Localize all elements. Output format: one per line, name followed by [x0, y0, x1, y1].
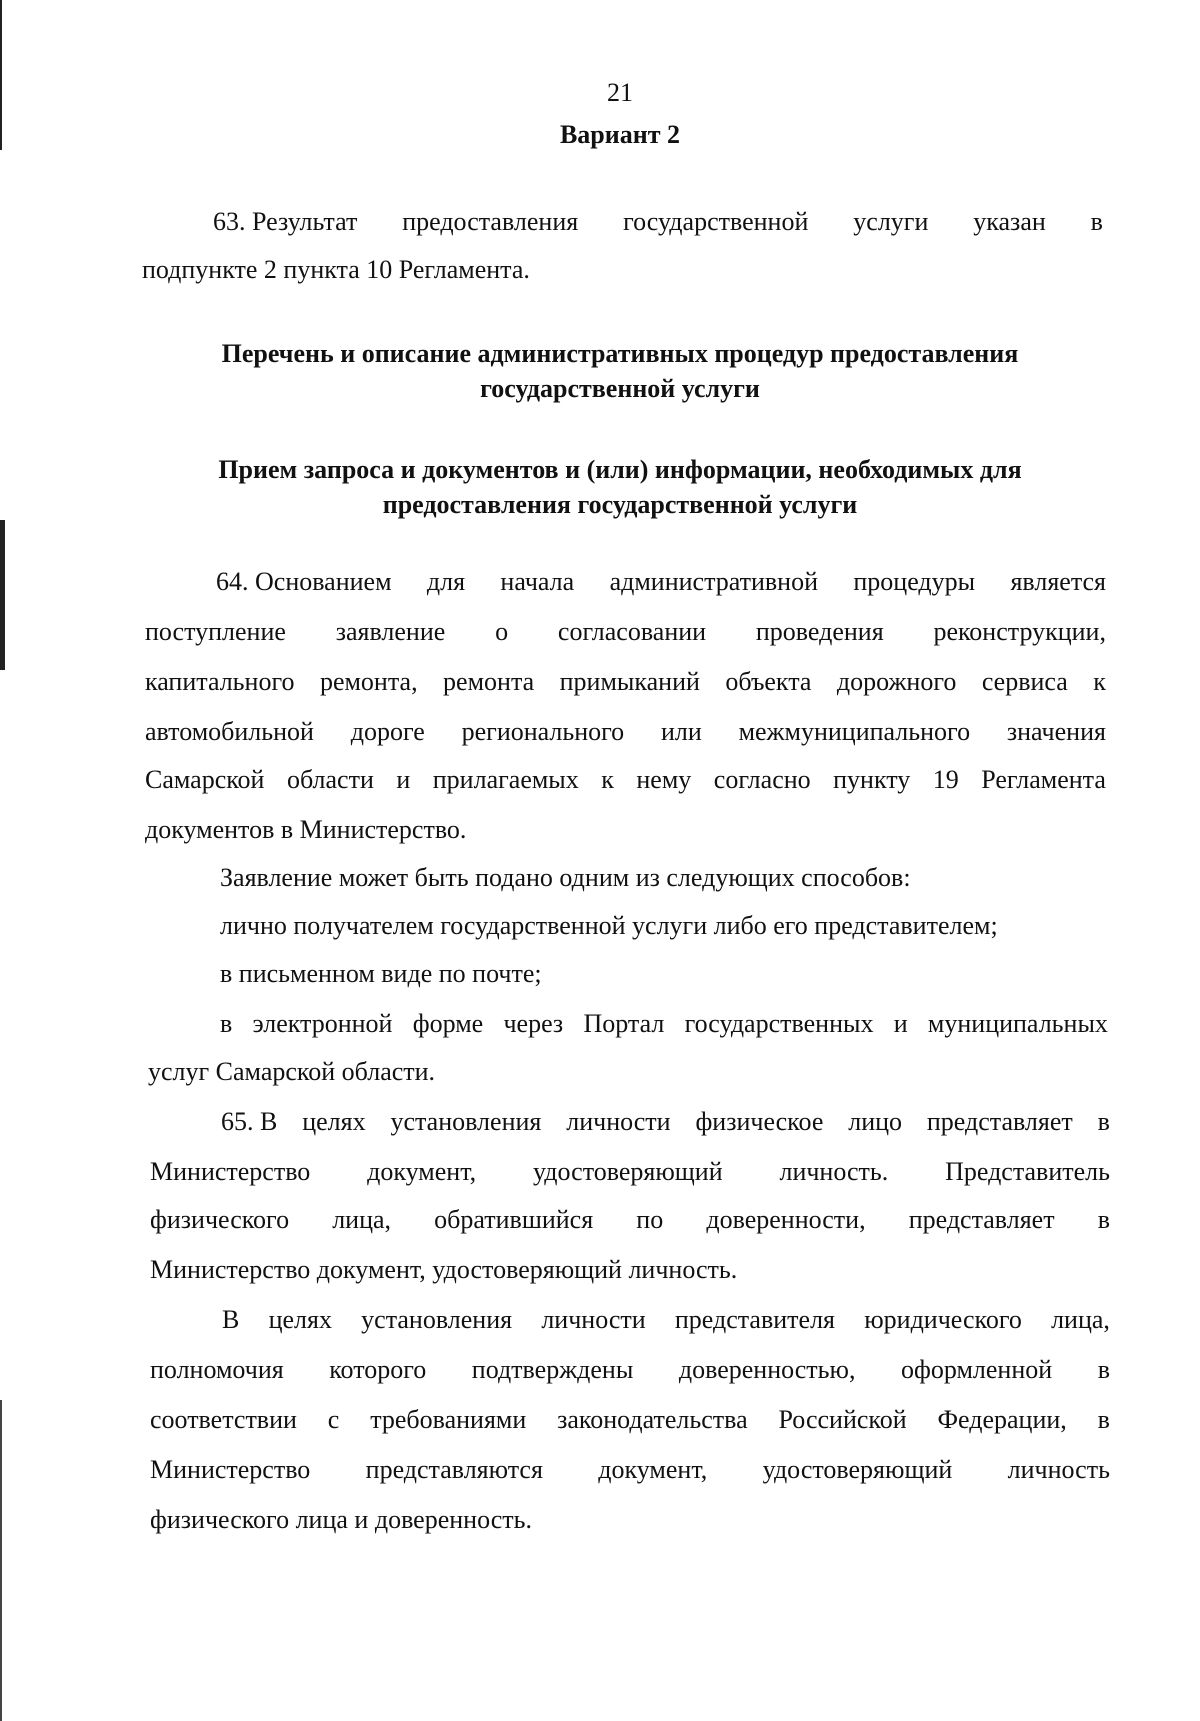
- word: лица,: [1051, 1305, 1110, 1334]
- word: Министерство: [150, 1157, 311, 1186]
- paragraph-65-line-4: Министерство документ, удостоверяющий личность.: [150, 1255, 738, 1284]
- paragraph-65-line-3: [150, 1204, 1110, 1236]
- word: оформленной: [900, 1355, 1053, 1384]
- word: согласно: [713, 765, 811, 794]
- word: целях: [302, 1107, 366, 1136]
- paragraph-65b-line-4: [150, 1454, 1110, 1486]
- word: дорожного: [836, 667, 957, 696]
- paragraph-65b-line-1: [222, 1304, 1110, 1336]
- word: автомобильной: [145, 717, 314, 746]
- word: Министерство: [150, 1455, 311, 1484]
- method-electronic-line-2: услуг Самарской области.: [148, 1057, 436, 1086]
- scan-edge-artifact: [0, 1400, 2, 1721]
- word: Представитель: [945, 1157, 1110, 1186]
- word: к: [601, 765, 614, 794]
- paragraph-65-line-1: [221, 1106, 1110, 1138]
- word: ремонта: [443, 667, 535, 696]
- word: представляет: [926, 1107, 1073, 1136]
- paragraph-64-line-5: [145, 764, 1106, 796]
- word: юридического: [864, 1305, 1022, 1334]
- word: в: [1097, 1205, 1110, 1234]
- word: 19: [932, 765, 959, 794]
- word: 64. Основанием: [216, 567, 392, 596]
- word: удостоверяющий: [762, 1455, 953, 1484]
- word: личность: [1007, 1455, 1110, 1484]
- word: дороге: [350, 717, 425, 746]
- word: административной: [609, 567, 818, 596]
- method-in-person: лично получателем государственной услуги либо его представителем;: [220, 911, 998, 940]
- word: личность.: [779, 1157, 889, 1186]
- paragraph-63-line-2: подпункте 2 пункта 10 Регламента.: [142, 255, 530, 284]
- word: лица,: [332, 1205, 392, 1234]
- word: государственных: [684, 1009, 874, 1038]
- word: области: [286, 765, 374, 794]
- word: является: [1010, 567, 1106, 596]
- word: поступление: [145, 617, 286, 646]
- page-number: 21: [607, 78, 633, 107]
- paragraph-64-line-2: [145, 616, 1106, 648]
- word: Портал: [583, 1009, 665, 1038]
- word: документ,: [367, 1157, 477, 1186]
- word: проведения: [755, 617, 884, 646]
- word: обратившийся: [434, 1205, 594, 1234]
- word: согласовании: [557, 617, 707, 646]
- word: 63. Результат: [213, 207, 358, 236]
- word: соответствии: [150, 1405, 297, 1434]
- word: капитального: [145, 667, 295, 696]
- word: реконструкции,: [933, 617, 1106, 646]
- word: начала: [500, 567, 575, 596]
- word: процедуры: [853, 567, 976, 596]
- word: в: [1097, 1107, 1110, 1136]
- word: и: [893, 1009, 908, 1038]
- word: физического: [150, 1205, 290, 1234]
- word: физическое: [695, 1107, 824, 1136]
- variant-title: Вариант 2: [559, 120, 681, 149]
- word: форме: [412, 1009, 484, 1038]
- word: Самарской: [145, 765, 265, 794]
- paragraph-64-line-4: [145, 716, 1106, 748]
- word: ремонта,: [319, 667, 418, 696]
- word: нему: [636, 765, 692, 794]
- word: лицо: [848, 1107, 903, 1136]
- paragraph-65-line-2: [150, 1156, 1110, 1188]
- word: и: [396, 765, 411, 794]
- word: личности: [566, 1107, 671, 1136]
- word: государственной: [623, 207, 809, 236]
- paragraph-65b-line-5: физического лица и доверенность.: [150, 1505, 533, 1534]
- word: примыканий: [559, 667, 700, 696]
- word: законодательства: [557, 1405, 748, 1434]
- word: удостоверяющий: [532, 1157, 723, 1186]
- word: представляются: [365, 1455, 543, 1484]
- word: требованиями: [370, 1405, 527, 1434]
- word: услуги: [853, 207, 929, 236]
- paragraph-65b-line-3: [150, 1404, 1110, 1436]
- word: к: [1093, 667, 1106, 696]
- word: установления: [361, 1305, 513, 1334]
- word: пункту: [833, 765, 911, 794]
- word: установления: [390, 1107, 542, 1136]
- paragraph-63-line-1: [213, 206, 1103, 238]
- word: представляет: [908, 1205, 1055, 1234]
- word: доверенностью,: [678, 1355, 856, 1384]
- paragraph-64-line-1: [216, 566, 1106, 598]
- word: через: [503, 1009, 564, 1038]
- word: межмуниципального: [738, 717, 971, 746]
- word: подтверждены: [471, 1355, 634, 1384]
- word: о: [495, 617, 509, 646]
- word: значения: [1006, 717, 1106, 746]
- word: полномочия: [150, 1355, 284, 1384]
- scan-edge-artifact: [0, 520, 5, 670]
- word: прилагаемых: [432, 765, 579, 794]
- word: предоставления: [402, 207, 579, 236]
- word: в: [1097, 1405, 1110, 1434]
- word: регионального: [461, 717, 625, 746]
- paragraph-64-line-6: документов в Министерство.: [145, 815, 467, 844]
- word: указан: [973, 207, 1046, 236]
- word: 65. В: [221, 1107, 278, 1136]
- word: документ,: [598, 1455, 708, 1484]
- word: Регламента: [981, 765, 1106, 794]
- word: личности: [541, 1305, 646, 1334]
- word: Российской: [778, 1405, 907, 1434]
- word: сервиса: [981, 667, 1068, 696]
- method-electronic-line-1: [220, 1008, 1108, 1040]
- word: в: [1090, 207, 1103, 236]
- paragraph-65b-line-2: [150, 1354, 1110, 1386]
- method-by-post: в письменном виде по почте;: [220, 959, 542, 988]
- word: целях: [268, 1305, 332, 1334]
- word: в: [1097, 1355, 1110, 1384]
- word: для: [426, 567, 466, 596]
- word: по: [636, 1205, 664, 1234]
- word: электронной: [252, 1009, 393, 1038]
- word: с: [327, 1405, 340, 1434]
- paragraph-64-line-3: [145, 666, 1106, 698]
- word: объекта: [725, 667, 812, 696]
- word: заявление: [335, 617, 446, 646]
- word: В: [222, 1305, 240, 1334]
- word: доверенности,: [706, 1205, 866, 1234]
- word: муниципальных: [927, 1009, 1108, 1038]
- word: в: [220, 1009, 233, 1038]
- word: представителя: [674, 1305, 836, 1334]
- section-heading-request-intake: Прием запроса и документов и (или) информации, необходимых для предоставления государственной услуги: [218, 455, 1022, 519]
- word: которого: [329, 1355, 427, 1384]
- word: или: [660, 717, 702, 746]
- methods-intro: Заявление может быть подано одним из следующих способов:: [220, 863, 911, 892]
- word: Федерации,: [937, 1405, 1067, 1434]
- section-heading-procedures: Перечень и описание административных процедур предоставления государственной услуги: [221, 339, 1019, 403]
